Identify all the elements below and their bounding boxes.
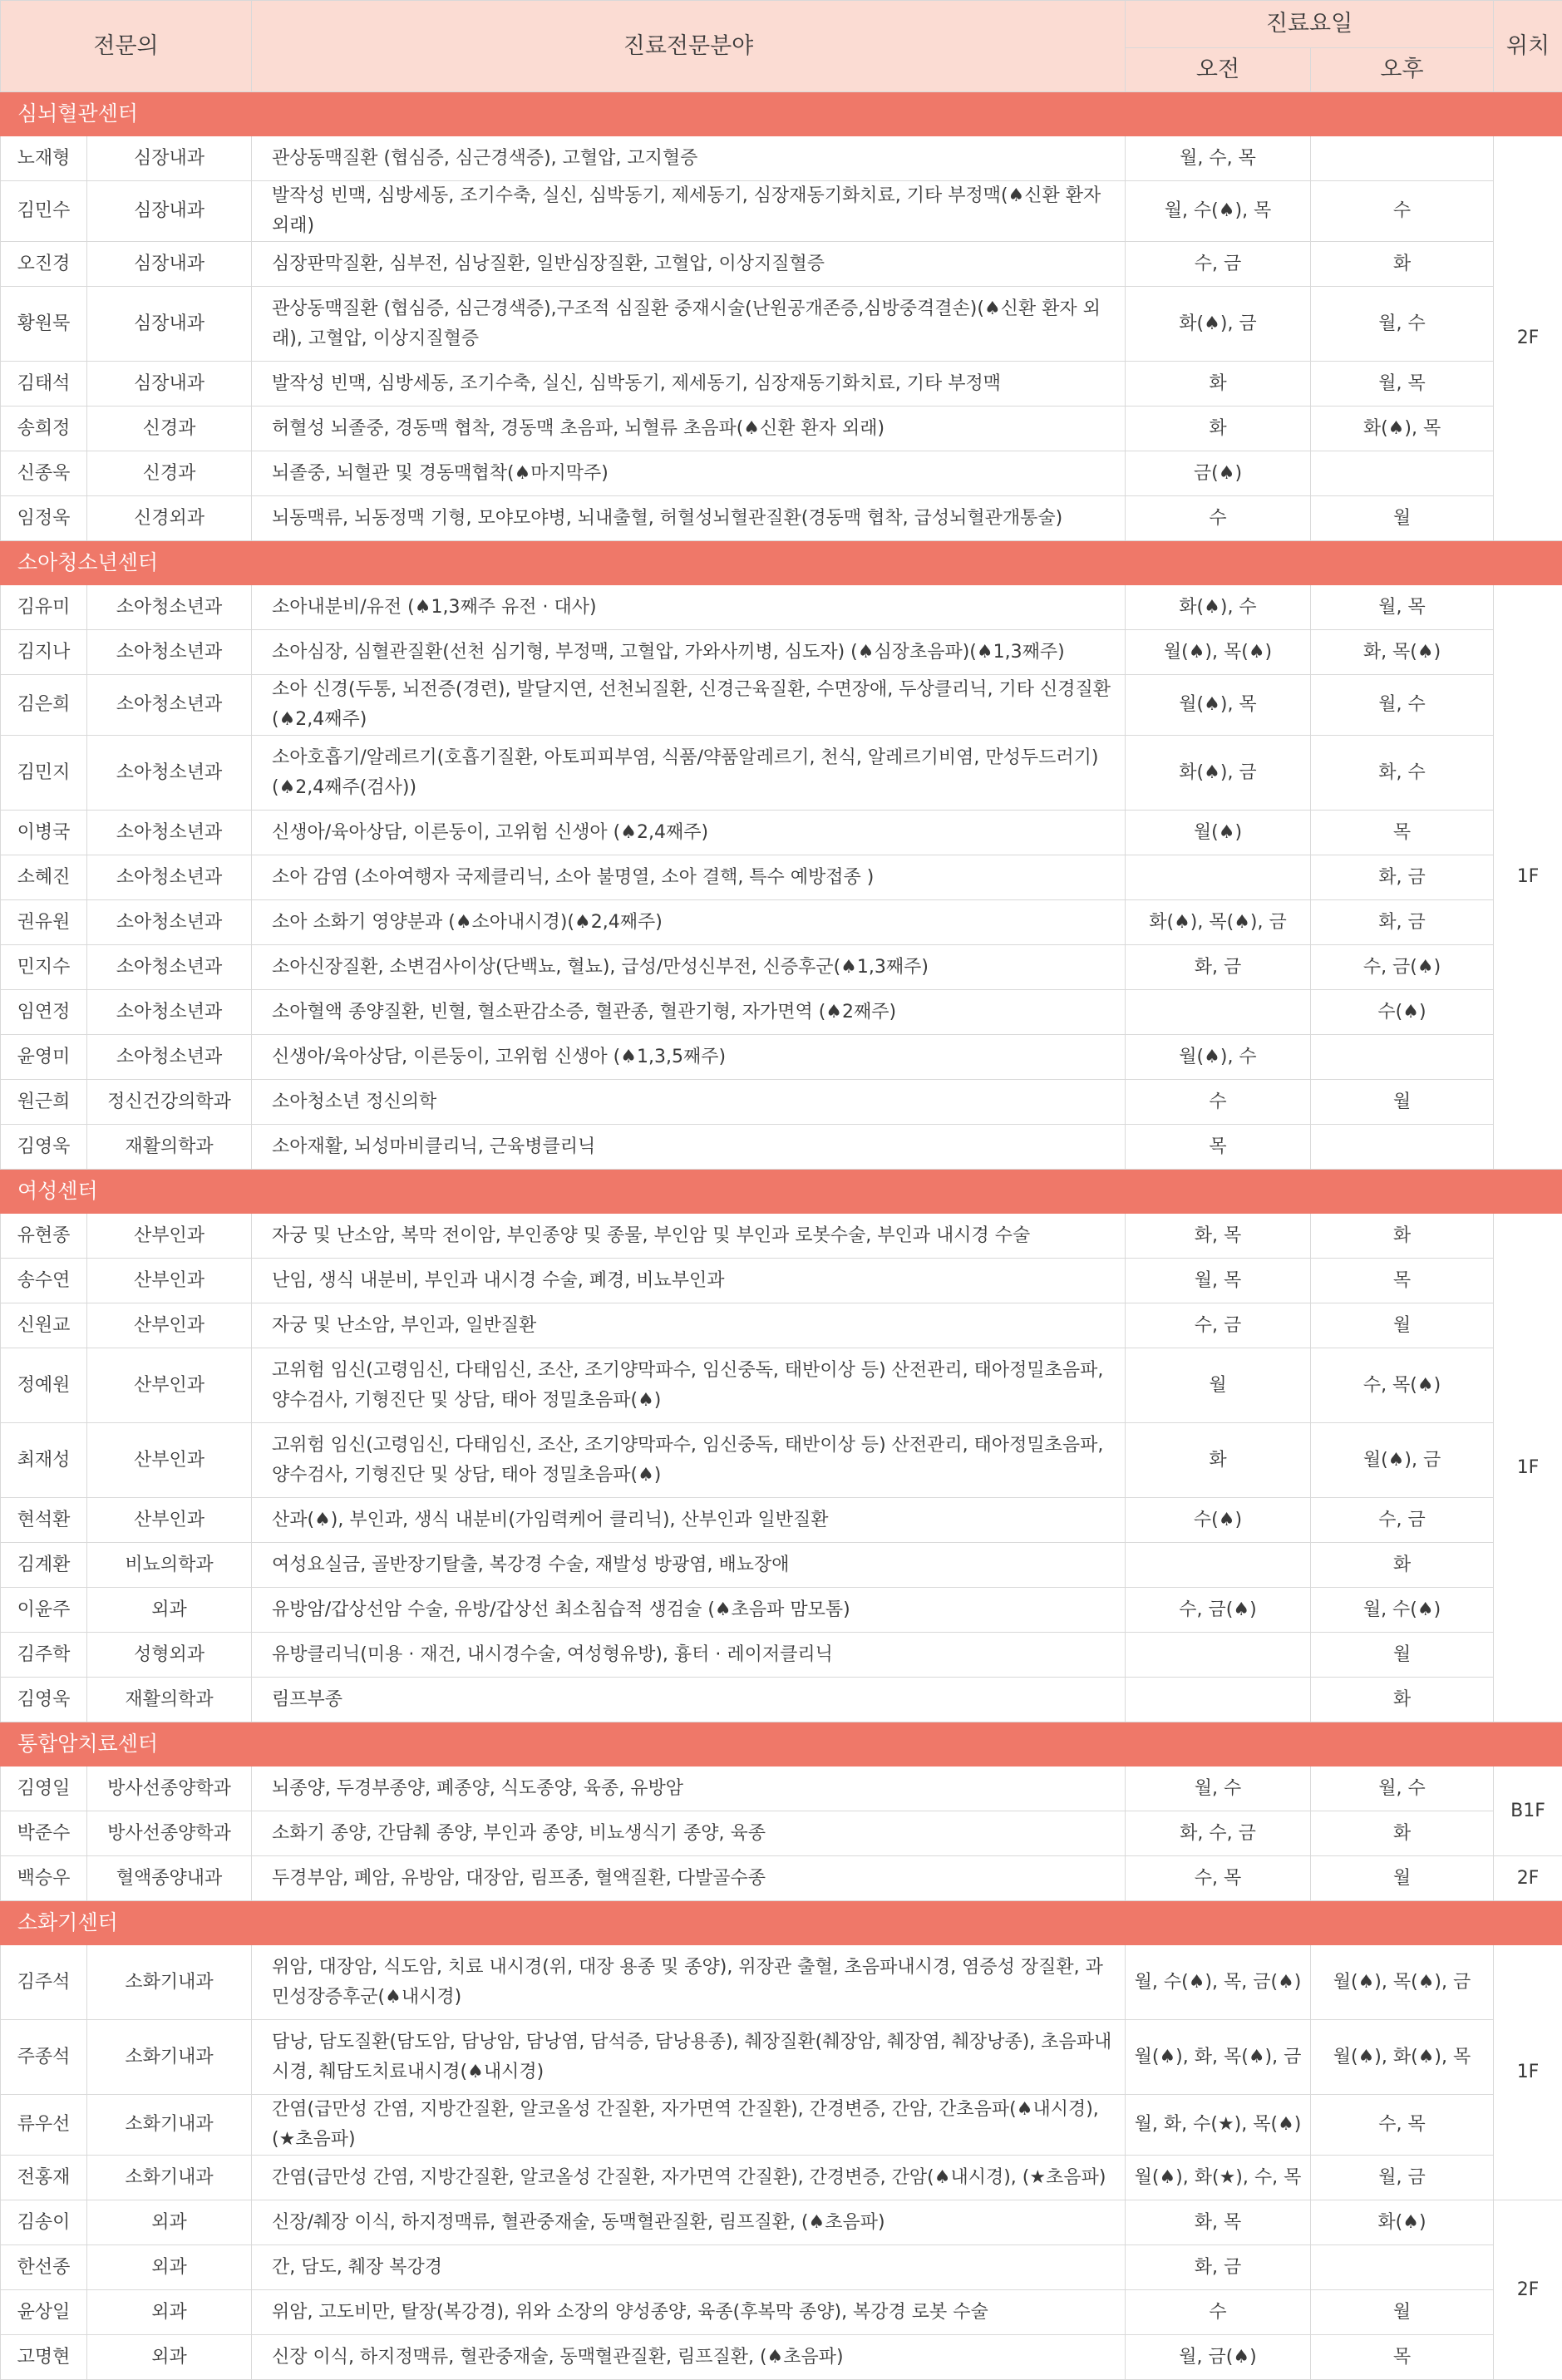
specialty-field: 산과(♠), 부인과, 생식 내분비(가임력케어 클리닉), 산부인과 일반질환 (252, 1498, 1126, 1543)
section-header (1, 541, 1562, 585)
department: 신경과 (87, 451, 252, 496)
specialty-field: 관상동맥질환 (협심증, 심근경색증),구조적 심질환 중재시술(난원공개존증,심방중격결손)(♠신환 환자 외래), 고혈압, 이상지질혈증 (252, 287, 1126, 362)
morning-schedule: 월, 금(♠) (1126, 2335, 1311, 2380)
afternoon-schedule: 수, 목 (1311, 2095, 1494, 2156)
afternoon-schedule: 수, 금 (1311, 1498, 1494, 1543)
specialty-field: 소아 감염 (소아여행자 국제클리닉, 소아 불명열, 소아 결핵, 특수 예방접종 ) (252, 855, 1126, 900)
header-pm: 오후 (1311, 48, 1494, 92)
doctor-name: 김지나 (1, 630, 87, 675)
table-row (1, 496, 1562, 541)
specialty-field: 소아심장, 심혈관질환(선천 심기형, 부정맥, 고혈압, 가와사끼병, 심도자) (♠심장초음파)(♠1,3째주) (252, 630, 1126, 675)
table-row (1, 1125, 1562, 1170)
table-row (1, 2095, 1562, 2156)
department: 산부인과 (87, 1214, 252, 1259)
department: 비뇨의학과 (87, 1543, 252, 1588)
specialty-field: 간염(급만성 간염, 지방간질환, 알코올성 간질환, 자가면역 간질환), 간경변증, 간암(♠내시경), (★초음파) (252, 2156, 1126, 2200)
header-location: 위치 (1494, 1, 1562, 92)
afternoon-schedule: 목 (1311, 811, 1494, 855)
table-row (1, 1498, 1562, 1543)
department: 혈액종양내과 (87, 1856, 252, 1901)
doctor-name: 전홍재 (1, 2156, 87, 2200)
morning-schedule: 월, 수(♠), 목 (1126, 181, 1311, 242)
specialty-field: 고위험 임신(고령임신, 다태임신, 조산, 조기양막파수, 임신중독, 태반이상 등) 산전관리, 태아정밀초음파, 양수검사, 기형진단 및 상담, 태아 정밀초음파(♠) (252, 1348, 1126, 1423)
department: 외과 (87, 2200, 252, 2245)
specialty-field: 발작성 빈맥, 심방세동, 조기수축, 실신, 심박동기, 제세동기, 심장재동기화치료, 기타 부정맥 (252, 362, 1126, 407)
table-row (1, 736, 1562, 811)
specialty-field: 관상동맥질환 (협심증, 심근경색증), 고혈압, 고지혈증 (252, 136, 1126, 181)
morning-schedule: 월(♠) (1126, 811, 1311, 855)
afternoon-schedule: 화, 금 (1311, 855, 1494, 900)
specialty-field: 위암, 고도비만, 탈장(복강경), 위와 소장의 양성종양, 육종(후복막 종양), 복강경 로봇 수술 (252, 2290, 1126, 2335)
specialty-field: 소아청소년 정신의학 (252, 1080, 1126, 1125)
department: 산부인과 (87, 1423, 252, 1498)
doctor-name: 황원묵 (1, 287, 87, 362)
doctor-name: 윤영미 (1, 1035, 87, 1080)
afternoon-schedule: 화(♠), 목 (1311, 407, 1494, 451)
morning-schedule (1126, 855, 1311, 900)
morning-schedule (1126, 990, 1311, 1035)
department: 소아청소년과 (87, 811, 252, 855)
specialty-field: 허혈성 뇌졸중, 경동맥 협착, 경동맥 초음파, 뇌혈류 초음파(♠신환 환자 외래) (252, 407, 1126, 451)
afternoon-schedule: 화 (1311, 1811, 1494, 1856)
doctor-name: 유현종 (1, 1214, 87, 1259)
morning-schedule: 화, 금 (1126, 2245, 1311, 2290)
table-row (1, 2156, 1562, 2200)
specialty-field: 뇌종양, 두경부종양, 폐종양, 식도종양, 육종, 유방암 (252, 1767, 1126, 1811)
specialty-field: 유방클리닉(미용 · 재건, 내시경수술, 여성형유방), 흉터 · 레이저클리닉 (252, 1633, 1126, 1678)
department: 심장내과 (87, 181, 252, 242)
doctor-name: 송희정 (1, 407, 87, 451)
table-row (1, 585, 1562, 630)
afternoon-schedule: 월 (1311, 496, 1494, 541)
afternoon-schedule: 월 (1311, 1303, 1494, 1348)
morning-schedule: 화, 금 (1126, 945, 1311, 990)
department: 심장내과 (87, 136, 252, 181)
header-doctor: 전문의 (1, 1, 252, 92)
doctor-name: 신종욱 (1, 451, 87, 496)
table-row (1, 242, 1562, 287)
specialty-field: 소아 신경(두통, 뇌전증(경련), 발달지연, 선천뇌질환, 신경근육질환, 수면장애, 두상클리닉, 기타 신경질환(♠2,4째주) (252, 675, 1126, 736)
afternoon-schedule: 월, 금 (1311, 2156, 1494, 2200)
doctor-name: 소혜진 (1, 855, 87, 900)
department: 소화기내과 (87, 2020, 252, 2095)
morning-schedule: 수, 금(♠) (1126, 1588, 1311, 1633)
department: 산부인과 (87, 1303, 252, 1348)
table-row (1, 1348, 1562, 1423)
table-row (1, 1945, 1562, 2020)
department: 소아청소년과 (87, 675, 252, 736)
table-row (1, 1423, 1562, 1498)
table-row (1, 287, 1562, 362)
specialty-field: 위암, 대장암, 식도암, 치료 내시경(위, 대장 용종 및 종양), 위장관 출혈, 초음파내시경, 염증성 장질환, 과민성장증후군(♠내시경) (252, 1945, 1126, 2020)
doctor-name: 민지수 (1, 945, 87, 990)
doctor-name: 한선종 (1, 2245, 87, 2290)
doctor-name: 김영욱 (1, 1125, 87, 1170)
department: 재활의학과 (87, 1678, 252, 1722)
afternoon-schedule: 월, 수 (1311, 287, 1494, 362)
afternoon-schedule: 월, 목 (1311, 585, 1494, 630)
afternoon-schedule: 월 (1311, 2290, 1494, 2335)
department: 재활의학과 (87, 1125, 252, 1170)
table-row (1, 1214, 1562, 1259)
doctor-name: 박준수 (1, 1811, 87, 1856)
doctor-name: 김태석 (1, 362, 87, 407)
specialty-field: 자궁 및 난소암, 복막 전이암, 부인종양 및 종물, 부인암 및 부인과 로봇수술, 부인과 내시경 수술 (252, 1214, 1126, 1259)
table-row (1, 1856, 1562, 1901)
afternoon-schedule: 수 (1311, 181, 1494, 242)
table-row (1, 362, 1562, 407)
afternoon-schedule: 화 (1311, 1678, 1494, 1722)
morning-schedule (1126, 1633, 1311, 1678)
morning-schedule: 수(♠) (1126, 1498, 1311, 1543)
morning-schedule: 월(♠), 수 (1126, 1035, 1311, 1080)
table-row (1, 1767, 1562, 1811)
specialty-field: 유방암/갑상선암 수술, 유방/갑상선 최소침습적 생검술 (♠초음파 맘모톰) (252, 1588, 1126, 1633)
department: 소아청소년과 (87, 945, 252, 990)
department: 외과 (87, 2290, 252, 2335)
morning-schedule: 화 (1126, 407, 1311, 451)
table-row (1, 1035, 1562, 1080)
department: 소화기내과 (87, 2095, 252, 2156)
morning-schedule: 목 (1126, 1125, 1311, 1170)
doctor-name: 김민지 (1, 736, 87, 811)
department: 소화기내과 (87, 1945, 252, 2020)
section-title: 소아청소년센터 (1, 541, 1562, 585)
table-row (1, 1303, 1562, 1348)
department: 심장내과 (87, 287, 252, 362)
table-row (1, 2245, 1562, 2290)
morning-schedule: 화 (1126, 362, 1311, 407)
table-row (1, 2290, 1562, 2335)
specialty-field: 간염(급만성 간염, 지방간질환, 알코올성 간질환, 자가면역 간질환), 간경변증, 간암, 간초음파(♠내시경), (★초음파) (252, 2095, 1126, 2156)
morning-schedule: 화(♠), 수 (1126, 585, 1311, 630)
table-row (1, 675, 1562, 736)
morning-schedule: 수, 금 (1126, 242, 1311, 287)
morning-schedule: 금(♠) (1126, 451, 1311, 496)
department: 소아청소년과 (87, 736, 252, 811)
table-row (1, 1678, 1562, 1722)
morning-schedule: 수, 금 (1126, 1303, 1311, 1348)
table-row (1, 2335, 1562, 2380)
doctor-name: 김주석 (1, 1945, 87, 2020)
specialty-field: 신장/췌장 이식, 하지정맥류, 혈관중재술, 동맥혈관질환, 림프질환, (♠초음파) (252, 2200, 1126, 2245)
doctor-name: 오진경 (1, 242, 87, 287)
doctor-name: 김민수 (1, 181, 87, 242)
afternoon-schedule: 목 (1311, 2335, 1494, 2380)
doctor-name: 윤상일 (1, 2290, 87, 2335)
doctor-name: 고명현 (1, 2335, 87, 2380)
specialty-field: 간, 담도, 췌장 복강경 (252, 2245, 1126, 2290)
specialty-field: 신생아/육아상담, 이른둥이, 고위험 신생아 (♠1,3,5째주) (252, 1035, 1126, 1080)
specialty-field: 소아신장질환, 소변검사이상(단백뇨, 혈뇨), 급성/만성신부전, 신증후군(♠1,3째주) (252, 945, 1126, 990)
header-days: 진료요일 (1126, 1, 1494, 48)
morning-schedule: 월, 화, 수(★), 목(♠) (1126, 2095, 1311, 2156)
section-title: 여성센터 (1, 1170, 1562, 1214)
department: 성형외과 (87, 1633, 252, 1678)
header-am: 오전 (1126, 48, 1311, 92)
morning-schedule: 월(♠), 목(♠) (1126, 630, 1311, 675)
specialty-field: 신장 이식, 하지정맥류, 혈관중재술, 동맥혈관질환, 림프질환, (♠초음파) (252, 2335, 1126, 2380)
doctor-name: 주종석 (1, 2020, 87, 2095)
department: 소화기내과 (87, 2156, 252, 2200)
department: 신경외과 (87, 496, 252, 541)
afternoon-schedule: 월 (1311, 1633, 1494, 1678)
table-row (1, 407, 1562, 451)
doctor-name: 김은희 (1, 675, 87, 736)
section-header (1, 92, 1562, 136)
specialty-field: 소아혈액 종양질환, 빈혈, 혈소판감소증, 혈관종, 혈관기형, 자가면역 (♠2째주) (252, 990, 1126, 1035)
afternoon-schedule: 월, 수 (1311, 675, 1494, 736)
department: 신경과 (87, 407, 252, 451)
doctor-name: 김영욱 (1, 1678, 87, 1722)
specialty-field: 난임, 생식 내분비, 부인과 내시경 수술, 폐경, 비뇨부인과 (252, 1259, 1126, 1303)
doctor-name: 김유미 (1, 585, 87, 630)
department: 산부인과 (87, 1498, 252, 1543)
doctor-name: 송수연 (1, 1259, 87, 1303)
specialty-field: 림프부종 (252, 1678, 1126, 1722)
morning-schedule: 월(♠), 화(★), 수, 목 (1126, 2156, 1311, 2200)
afternoon-schedule: 월(♠), 목(♠), 금 (1311, 1945, 1494, 2020)
department: 방사선종양학과 (87, 1767, 252, 1811)
department: 산부인과 (87, 1348, 252, 1423)
department: 산부인과 (87, 1259, 252, 1303)
doctor-name: 류우선 (1, 2095, 87, 2156)
department: 심장내과 (87, 242, 252, 287)
specialty-field: 여성요실금, 골반장기탈출, 복강경 수술, 재발성 방광염, 배뇨장애 (252, 1543, 1126, 1588)
afternoon-schedule: 화 (1311, 1543, 1494, 1588)
specialty-field: 소화기 종양, 간담췌 종양, 부인과 종양, 비뇨생식기 종양, 육종 (252, 1811, 1126, 1856)
specialty-field: 자궁 및 난소암, 부인과, 일반질환 (252, 1303, 1126, 1348)
morning-schedule: 수 (1126, 1080, 1311, 1125)
morning-schedule: 화(♠), 금 (1126, 736, 1311, 811)
table-row (1, 990, 1562, 1035)
specialty-field: 뇌동맥류, 뇌동정맥 기형, 모야모야병, 뇌내출혈, 허혈성뇌혈관질환(경동맥 협착, 급성뇌혈관개통술) (252, 496, 1126, 541)
department: 소아청소년과 (87, 630, 252, 675)
table-row (1, 1543, 1562, 1588)
afternoon-schedule: 화, 수 (1311, 736, 1494, 811)
doctor-name: 신원교 (1, 1303, 87, 1348)
doctor-name: 최재성 (1, 1423, 87, 1498)
doctor-name: 김계환 (1, 1543, 87, 1588)
doctor-name: 김송이 (1, 2200, 87, 2245)
department: 정신건강의학과 (87, 1080, 252, 1125)
section-title: 심뇌혈관센터 (1, 92, 1562, 136)
specialty-field: 발작성 빈맥, 심방세동, 조기수축, 실신, 심박동기, 제세동기, 심장재동기화치료, 기타 부정맥(♠신환 환자 외래) (252, 181, 1126, 242)
table-row (1, 1588, 1562, 1633)
afternoon-schedule: 목 (1311, 1259, 1494, 1303)
morning-schedule: 화, 목 (1126, 1214, 1311, 1259)
header-field: 진료전문분야 (252, 1, 1126, 92)
specialty-field: 고위험 임신(고령임신, 다태임신, 조산, 조기양막파수, 임신중독, 태반이상 등) 산전관리, 태아정밀초음파, 양수검사, 기형진단 및 상담, 태아 정밀초음파(♠) (252, 1423, 1126, 1498)
morning-schedule: 화, 목 (1126, 2200, 1311, 2245)
doctor-name: 김영일 (1, 1767, 87, 1811)
section-title: 통합암치료센터 (1, 1722, 1562, 1767)
table-row (1, 1633, 1562, 1678)
location-cell: 1F (1494, 1214, 1562, 1722)
department: 소아청소년과 (87, 900, 252, 945)
specialty-field: 소아 소화기 영양분과 (♠소아내시경)(♠2,4째주) (252, 900, 1126, 945)
location-cell: 2F (1494, 1856, 1562, 1901)
table-row (1, 181, 1562, 242)
doctor-name: 원근희 (1, 1080, 87, 1125)
morning-schedule: 수 (1126, 496, 1311, 541)
doctor-name: 현석환 (1, 1498, 87, 1543)
morning-schedule (1126, 1678, 1311, 1722)
morning-schedule: 월(♠), 목 (1126, 675, 1311, 736)
afternoon-schedule: 수(♠) (1311, 990, 1494, 1035)
department: 외과 (87, 2245, 252, 2290)
afternoon-schedule (1311, 136, 1494, 181)
specialty-field: 두경부암, 폐암, 유방암, 대장암, 림프종, 혈액질환, 다발골수종 (252, 1856, 1126, 1901)
table-row (1, 1080, 1562, 1125)
specialty-field: 소아내분비/유전 (♠1,3째주 유전 · 대사) (252, 585, 1126, 630)
afternoon-schedule: 수, 목(♠) (1311, 1348, 1494, 1423)
afternoon-schedule (1311, 1125, 1494, 1170)
table-row (1, 630, 1562, 675)
doctor-name: 이윤주 (1, 1588, 87, 1633)
specialty-field: 신생아/육아상담, 이른둥이, 고위험 신생아 (♠2,4째주) (252, 811, 1126, 855)
afternoon-schedule: 월 (1311, 1856, 1494, 1901)
table-row (1, 1811, 1562, 1856)
doctor-name: 정예원 (1, 1348, 87, 1423)
afternoon-schedule: 화, 목(♠) (1311, 630, 1494, 675)
afternoon-schedule: 월(♠), 금 (1311, 1423, 1494, 1498)
afternoon-schedule: 수, 금(♠) (1311, 945, 1494, 990)
table-row (1, 2200, 1562, 2245)
morning-schedule: 월, 수 (1126, 1767, 1311, 1811)
morning-schedule: 화(♠), 목(♠), 금 (1126, 900, 1311, 945)
table-row (1, 451, 1562, 496)
morning-schedule: 월, 목 (1126, 1259, 1311, 1303)
table-row (1, 1259, 1562, 1303)
department: 방사선종양학과 (87, 1811, 252, 1856)
section-header (1, 1170, 1562, 1214)
morning-schedule: 화(♠), 금 (1126, 287, 1311, 362)
department: 소아청소년과 (87, 990, 252, 1035)
afternoon-schedule (1311, 1035, 1494, 1080)
doctor-name: 김주학 (1, 1633, 87, 1678)
table-row (1, 136, 1562, 181)
morning-schedule: 수 (1126, 2290, 1311, 2335)
doctor-name: 이병국 (1, 811, 87, 855)
department: 소아청소년과 (87, 855, 252, 900)
afternoon-schedule: 월(♠), 화(♠), 목 (1311, 2020, 1494, 2095)
afternoon-schedule: 화 (1311, 242, 1494, 287)
specialty-field: 뇌졸중, 뇌혈관 및 경동맥협착(♠마지막주) (252, 451, 1126, 496)
location-cell: 1F (1494, 585, 1562, 1170)
doctor-name: 노재형 (1, 136, 87, 181)
doctor-name: 권유원 (1, 900, 87, 945)
afternoon-schedule: 화 (1311, 1214, 1494, 1259)
specialty-field: 소아호흡기/알레르기(호흡기질환, 아토피피부염, 식품/약품알레르기, 천식, 알레르기비염, 만성두드러기) (♠2,4째주(검사)) (252, 736, 1126, 811)
afternoon-schedule: 월, 수(♠) (1311, 1588, 1494, 1633)
morning-schedule: 월(♠), 화, 목(♠), 금 (1126, 2020, 1311, 2095)
schedule-body (1, 92, 1562, 2380)
location-cell: 1F (1494, 1945, 1562, 2200)
morning-schedule: 수, 목 (1126, 1856, 1311, 1901)
doctor-name: 임정욱 (1, 496, 87, 541)
morning-schedule: 월, 수(♠), 목, 금(♠) (1126, 1945, 1311, 2020)
morning-schedule: 화 (1126, 1423, 1311, 1498)
afternoon-schedule (1311, 2245, 1494, 2290)
department: 소아청소년과 (87, 1035, 252, 1080)
location-cell: 2F (1494, 2200, 1562, 2380)
table-row (1, 855, 1562, 900)
doctor-name: 백승우 (1, 1856, 87, 1901)
table-row (1, 811, 1562, 855)
table-row (1, 2020, 1562, 2095)
morning-schedule: 월 (1126, 1348, 1311, 1423)
section-header (1, 1901, 1562, 1945)
afternoon-schedule (1311, 451, 1494, 496)
specialty-field: 심장판막질환, 심부전, 심낭질환, 일반심장질환, 고혈압, 이상지질혈증 (252, 242, 1126, 287)
morning-schedule: 월, 수, 목 (1126, 136, 1311, 181)
department: 외과 (87, 2335, 252, 2380)
location-cell: 2F (1494, 136, 1562, 541)
afternoon-schedule: 화, 금 (1311, 900, 1494, 945)
section-title: 소화기센터 (1, 1901, 1562, 1945)
doctor-name: 임연정 (1, 990, 87, 1035)
table-row (1, 900, 1562, 945)
specialty-field: 담낭, 담도질환(담도암, 담낭암, 담낭염, 담석증, 담낭용종), 췌장질환(췌장암, 췌장염, 췌장낭종), 초음파내시경, 췌담도치료내시경(♠내시경) (252, 2020, 1126, 2095)
afternoon-schedule: 월 (1311, 1080, 1494, 1125)
morning-schedule: 화, 수, 금 (1126, 1811, 1311, 1856)
department: 외과 (87, 1588, 252, 1633)
specialty-field: 소아재활, 뇌성마비클리닉, 근육병클리닉 (252, 1125, 1126, 1170)
department: 소아청소년과 (87, 585, 252, 630)
afternoon-schedule: 화(♠) (1311, 2200, 1494, 2245)
afternoon-schedule: 월, 수 (1311, 1767, 1494, 1811)
table-row (1, 945, 1562, 990)
location-cell: B1F (1494, 1767, 1562, 1856)
department: 심장내과 (87, 362, 252, 407)
morning-schedule (1126, 1543, 1311, 1588)
afternoon-schedule: 월, 목 (1311, 362, 1494, 407)
section-header (1, 1722, 1562, 1767)
